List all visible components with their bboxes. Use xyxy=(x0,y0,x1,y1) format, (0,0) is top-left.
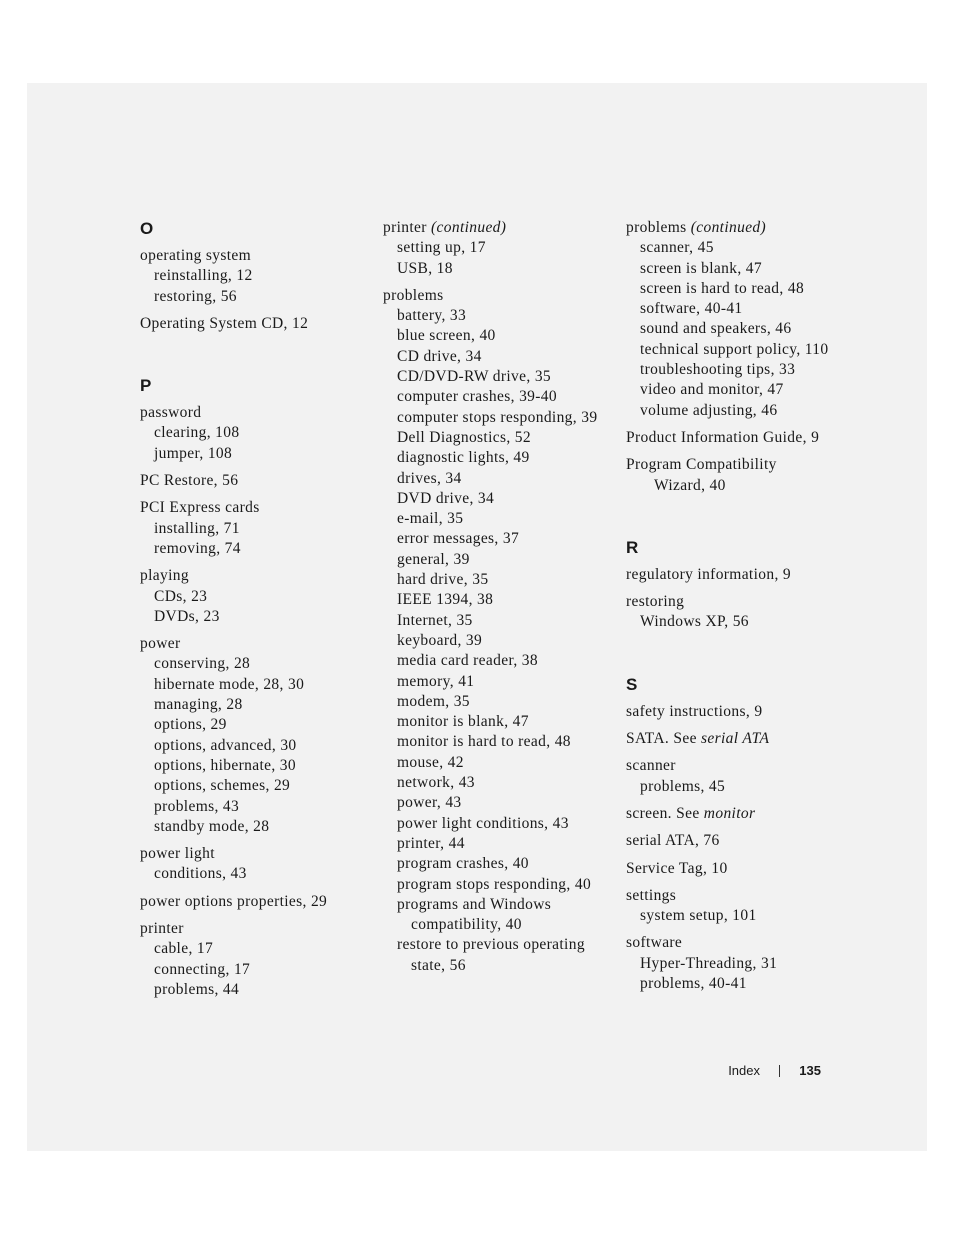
entry-text: Wizard, 40 xyxy=(654,476,726,494)
footer-section-label: Index xyxy=(728,1063,760,1078)
index-entry xyxy=(140,844,365,885)
entry-text: power, 43 xyxy=(397,794,462,812)
index-subentry xyxy=(383,875,613,895)
entry-text: installing, 71 xyxy=(154,519,240,537)
index-entry xyxy=(140,566,365,627)
index-subentry xyxy=(140,980,365,1000)
index-term xyxy=(626,859,866,879)
page-number: 135 xyxy=(799,1063,821,1078)
entry-text: program crashes, 40 xyxy=(397,855,529,873)
entry-text: software, 40-41 xyxy=(640,300,743,318)
index-subentry xyxy=(383,347,613,367)
index-subentry xyxy=(140,444,365,464)
index-subentry xyxy=(140,519,365,539)
index-subentry xyxy=(626,360,866,380)
entry-text: power light conditions, 43 xyxy=(397,814,569,832)
index-entry xyxy=(626,428,866,448)
entry-text: monitor is blank, 47 xyxy=(397,713,529,731)
entry-text: connecting, 17 xyxy=(154,960,251,978)
entry-text: IEEE 1394, 38 xyxy=(397,591,494,609)
entry-text: CD drive, 34 xyxy=(397,347,482,365)
index-subentry xyxy=(383,469,613,489)
index-subentry xyxy=(383,529,613,549)
entry-text: clearing, 108 xyxy=(154,424,240,442)
entry-text: sound and speakers, 46 xyxy=(640,320,792,338)
index-term xyxy=(383,218,613,238)
entry-text: CDs, 23 xyxy=(154,587,208,605)
entry-text: power light xyxy=(140,845,215,863)
entry-text: keyboard, 39 xyxy=(397,631,483,649)
index-subentry xyxy=(140,960,365,980)
index-term xyxy=(626,831,866,851)
index-continuation-line xyxy=(383,956,613,976)
section-letter: R xyxy=(626,537,639,557)
index-subentry xyxy=(383,259,613,279)
section-letter: S xyxy=(626,674,638,694)
see-reference: monitor xyxy=(703,804,756,822)
index-column-1 xyxy=(140,218,365,1007)
entry-text: settings xyxy=(626,886,677,904)
entry-text: Program Compatibility xyxy=(626,456,777,474)
entry-text: program stops responding, 40 xyxy=(397,875,592,893)
index-subentry xyxy=(626,259,866,279)
index-subentry xyxy=(383,753,613,773)
index-entry xyxy=(626,565,866,585)
entry-text: volume adjusting, 46 xyxy=(640,401,778,419)
entry-text: monitor is hard to read, 48 xyxy=(397,733,571,751)
index-subentry xyxy=(140,539,365,559)
index-entry xyxy=(626,886,866,927)
index-subentry xyxy=(140,675,365,695)
index-entry xyxy=(140,246,365,307)
entry-text: technical support policy, 110 xyxy=(640,340,829,358)
entry-text: printer xyxy=(140,920,184,938)
index-subentry xyxy=(383,408,613,428)
index-subentry xyxy=(140,287,365,307)
entry-text: network, 43 xyxy=(397,774,475,792)
entry-text: software xyxy=(626,934,683,952)
index-entry xyxy=(626,804,866,824)
entry-text: battery, 33 xyxy=(397,307,467,325)
index-subentry xyxy=(626,777,866,797)
entry-text: restore to previous operating xyxy=(397,936,585,954)
index-subentry xyxy=(140,607,365,627)
entry-text: troubleshooting tips, 33 xyxy=(640,361,796,379)
index-term xyxy=(140,566,365,586)
index-subentry xyxy=(383,834,613,854)
index-term xyxy=(626,565,866,585)
entry-text: problems, 40-41 xyxy=(640,975,747,993)
index-subentry xyxy=(140,715,365,735)
index-entry xyxy=(626,455,866,496)
index-entry xyxy=(626,729,866,749)
index-term xyxy=(626,933,866,953)
index-subentry xyxy=(383,367,613,387)
entry-text: state, 56 xyxy=(411,956,466,974)
entry-text: drives, 34 xyxy=(397,469,462,487)
index-subentry xyxy=(626,319,866,339)
entry-text: options, 29 xyxy=(154,716,227,734)
index-subentry xyxy=(383,448,613,468)
index-entry xyxy=(140,403,365,464)
entry-text: options, schemes, 29 xyxy=(154,777,291,795)
index-subentry xyxy=(383,387,613,407)
entry-text: Hyper-Threading, 31 xyxy=(640,954,778,972)
entry-text: printer xyxy=(383,219,427,236)
index-subentry xyxy=(626,380,866,400)
index-subentry xyxy=(383,712,613,732)
index-entry xyxy=(626,218,866,421)
index-subentry xyxy=(383,509,613,529)
entry-text: scanner xyxy=(626,757,676,775)
index-term xyxy=(626,729,866,749)
section-letter: P xyxy=(140,376,152,396)
index-term xyxy=(140,246,365,266)
index-entry xyxy=(626,859,866,879)
index-continuation-line xyxy=(383,915,613,935)
entry-text: regulatory information, 9 xyxy=(626,565,791,583)
index-subentry xyxy=(383,672,613,692)
entry-text: general, 39 xyxy=(397,550,470,568)
index-subentry xyxy=(140,736,365,756)
index-entry xyxy=(140,919,365,1000)
index-entry xyxy=(140,314,365,334)
index-entry xyxy=(140,471,365,491)
continued-note: (continued) xyxy=(690,219,767,236)
entry-text: screen. See xyxy=(626,804,700,822)
index-term xyxy=(626,455,866,475)
index-term xyxy=(140,498,365,518)
index-subentry xyxy=(383,326,613,346)
index-subentry xyxy=(626,299,866,319)
continued-note: (continued) xyxy=(431,219,507,236)
index-subentry xyxy=(140,817,365,837)
index-subentry xyxy=(140,654,365,674)
index-subentry xyxy=(383,651,613,671)
entry-text: USB, 18 xyxy=(397,259,453,277)
entry-text: diagnostic lights, 49 xyxy=(397,449,530,467)
entry-text: hibernate mode, 28, 30 xyxy=(154,675,305,693)
index-subentry xyxy=(140,587,365,607)
entry-text: Operating System CD, 12 xyxy=(140,314,309,332)
entry-text: serial ATA, 76 xyxy=(626,832,720,850)
entry-text: restoring, 56 xyxy=(154,287,237,305)
index-subentry xyxy=(383,631,613,651)
entry-text: programs and Windows xyxy=(397,895,552,913)
index-subentry xyxy=(383,590,613,610)
index-subentry xyxy=(626,279,866,299)
index-term xyxy=(140,634,365,654)
index-subentry xyxy=(383,238,613,258)
index-entry xyxy=(626,702,866,722)
entry-text: screen is hard to read, 48 xyxy=(640,279,805,297)
entry-text: problems, 45 xyxy=(640,777,726,795)
index-subentry xyxy=(383,793,613,813)
index-subentry xyxy=(140,864,365,884)
entry-text: printer, 44 xyxy=(397,834,465,852)
index-term xyxy=(626,804,866,824)
entry-text: DVD drive, 34 xyxy=(397,489,495,507)
index-subentry xyxy=(383,814,613,834)
entry-text: standby mode, 28 xyxy=(154,817,270,835)
index-subentry xyxy=(383,773,613,793)
index-subentry xyxy=(140,423,365,443)
entry-text: compatibility, 40 xyxy=(411,916,522,934)
entry-text: PC Restore, 56 xyxy=(140,472,239,490)
entry-text: problems, 43 xyxy=(154,797,240,815)
index-subentry xyxy=(626,340,866,360)
footer-separator xyxy=(779,1065,780,1077)
index-entry xyxy=(140,892,365,912)
entry-text: power options properties, 29 xyxy=(140,892,328,910)
index-entry xyxy=(626,831,866,851)
index-term xyxy=(140,314,365,334)
entry-text: computer crashes, 39-40 xyxy=(397,388,557,406)
index-subentry xyxy=(140,776,365,796)
entry-text: playing xyxy=(140,567,189,585)
index-entry xyxy=(140,498,365,559)
index-subentry xyxy=(140,695,365,715)
index-column-2 xyxy=(383,218,613,983)
index-term xyxy=(626,886,866,906)
index-entry xyxy=(626,592,866,633)
entry-text: Dell Diagnostics, 52 xyxy=(397,428,531,446)
index-subentry xyxy=(383,489,613,509)
index-term xyxy=(140,919,365,939)
index-term xyxy=(140,844,365,864)
index-entry xyxy=(383,286,613,976)
index-term xyxy=(140,471,365,491)
entry-text: password xyxy=(140,404,202,422)
index-term xyxy=(383,286,613,306)
entry-text: computer stops responding, 39 xyxy=(397,408,598,426)
index-subentry xyxy=(383,550,613,570)
entry-text: restoring xyxy=(626,593,685,611)
index-term xyxy=(626,702,866,722)
entry-text: hard drive, 35 xyxy=(397,571,489,589)
entry-text: cable, 17 xyxy=(154,940,214,958)
index-subentry xyxy=(383,570,613,590)
index-subentry xyxy=(383,692,613,712)
index-subentry xyxy=(383,895,613,915)
index-subentry xyxy=(626,954,866,974)
entry-text: setting up, 17 xyxy=(397,239,486,257)
entry-text: video and monitor, 47 xyxy=(640,381,784,399)
entry-text: problems xyxy=(383,286,444,304)
index-entry xyxy=(140,634,365,837)
entry-text: system setup, 101 xyxy=(640,907,757,925)
index-subentry xyxy=(383,854,613,874)
index-term xyxy=(140,403,365,423)
index-entry xyxy=(626,933,866,994)
index-subentry xyxy=(383,732,613,752)
entry-text: managing, 28 xyxy=(154,696,243,714)
entry-text: conserving, 28 xyxy=(154,655,251,673)
index-term xyxy=(626,592,866,612)
page-footer xyxy=(700,1061,822,1081)
index-term xyxy=(626,218,866,238)
index-subentry xyxy=(626,401,866,421)
entry-text: removing, 74 xyxy=(154,539,241,557)
index-subentry xyxy=(626,974,866,994)
index-entry xyxy=(383,218,613,279)
index-subentry xyxy=(626,612,866,632)
entry-text: jumper, 108 xyxy=(154,444,233,462)
index-subentry xyxy=(140,756,365,776)
entry-text: Internet, 35 xyxy=(397,611,473,629)
index-subentry xyxy=(140,797,365,817)
entry-text: safety instructions, 9 xyxy=(626,702,763,720)
entry-text: Service Tag, 10 xyxy=(626,859,728,877)
index-subentry xyxy=(626,906,866,926)
entry-text: blue screen, 40 xyxy=(397,327,496,345)
entry-text: conditions, 43 xyxy=(154,865,247,883)
index-term xyxy=(626,428,866,448)
entry-text: scanner, 45 xyxy=(640,239,714,257)
index-subentry xyxy=(140,939,365,959)
entry-text: power xyxy=(140,635,181,653)
entry-text: options, hibernate, 30 xyxy=(154,756,297,774)
entry-text: CD/DVD-RW drive, 35 xyxy=(397,368,552,386)
entry-text: modem, 35 xyxy=(397,692,470,710)
entry-text: DVDs, 23 xyxy=(154,607,220,625)
entry-text: PCI Express cards xyxy=(140,499,260,517)
entry-text: Windows XP, 56 xyxy=(640,613,749,631)
entry-text: error messages, 37 xyxy=(397,530,520,548)
index-entry xyxy=(626,756,866,797)
entry-text: Product Information Guide, 9 xyxy=(626,428,820,446)
index-subentry xyxy=(383,306,613,326)
index-term xyxy=(626,756,866,776)
index-column-3 xyxy=(626,218,866,1001)
entry-text: problems, 44 xyxy=(154,980,240,998)
see-reference: serial ATA xyxy=(701,730,770,748)
index-subentry xyxy=(140,266,365,286)
entry-text: reinstalling, 12 xyxy=(154,267,253,285)
entry-text: problems xyxy=(626,219,687,236)
index-subentry xyxy=(383,935,613,955)
entry-text: SATA. See xyxy=(626,730,697,748)
index-term xyxy=(140,892,365,912)
entry-text: operating system xyxy=(140,247,252,264)
entry-text: options, advanced, 30 xyxy=(154,736,297,754)
index-continuation-line xyxy=(626,476,866,496)
entry-text: e-mail, 35 xyxy=(397,510,464,528)
index-subentry xyxy=(383,611,613,631)
entry-text: mouse, 42 xyxy=(397,753,464,771)
section-letter: O xyxy=(140,219,154,238)
index-subentry xyxy=(626,238,866,258)
entry-text: screen is blank, 47 xyxy=(640,259,763,277)
entry-text: media card reader, 38 xyxy=(397,652,538,670)
index-subentry xyxy=(383,428,613,448)
entry-text: memory, 41 xyxy=(397,672,475,690)
